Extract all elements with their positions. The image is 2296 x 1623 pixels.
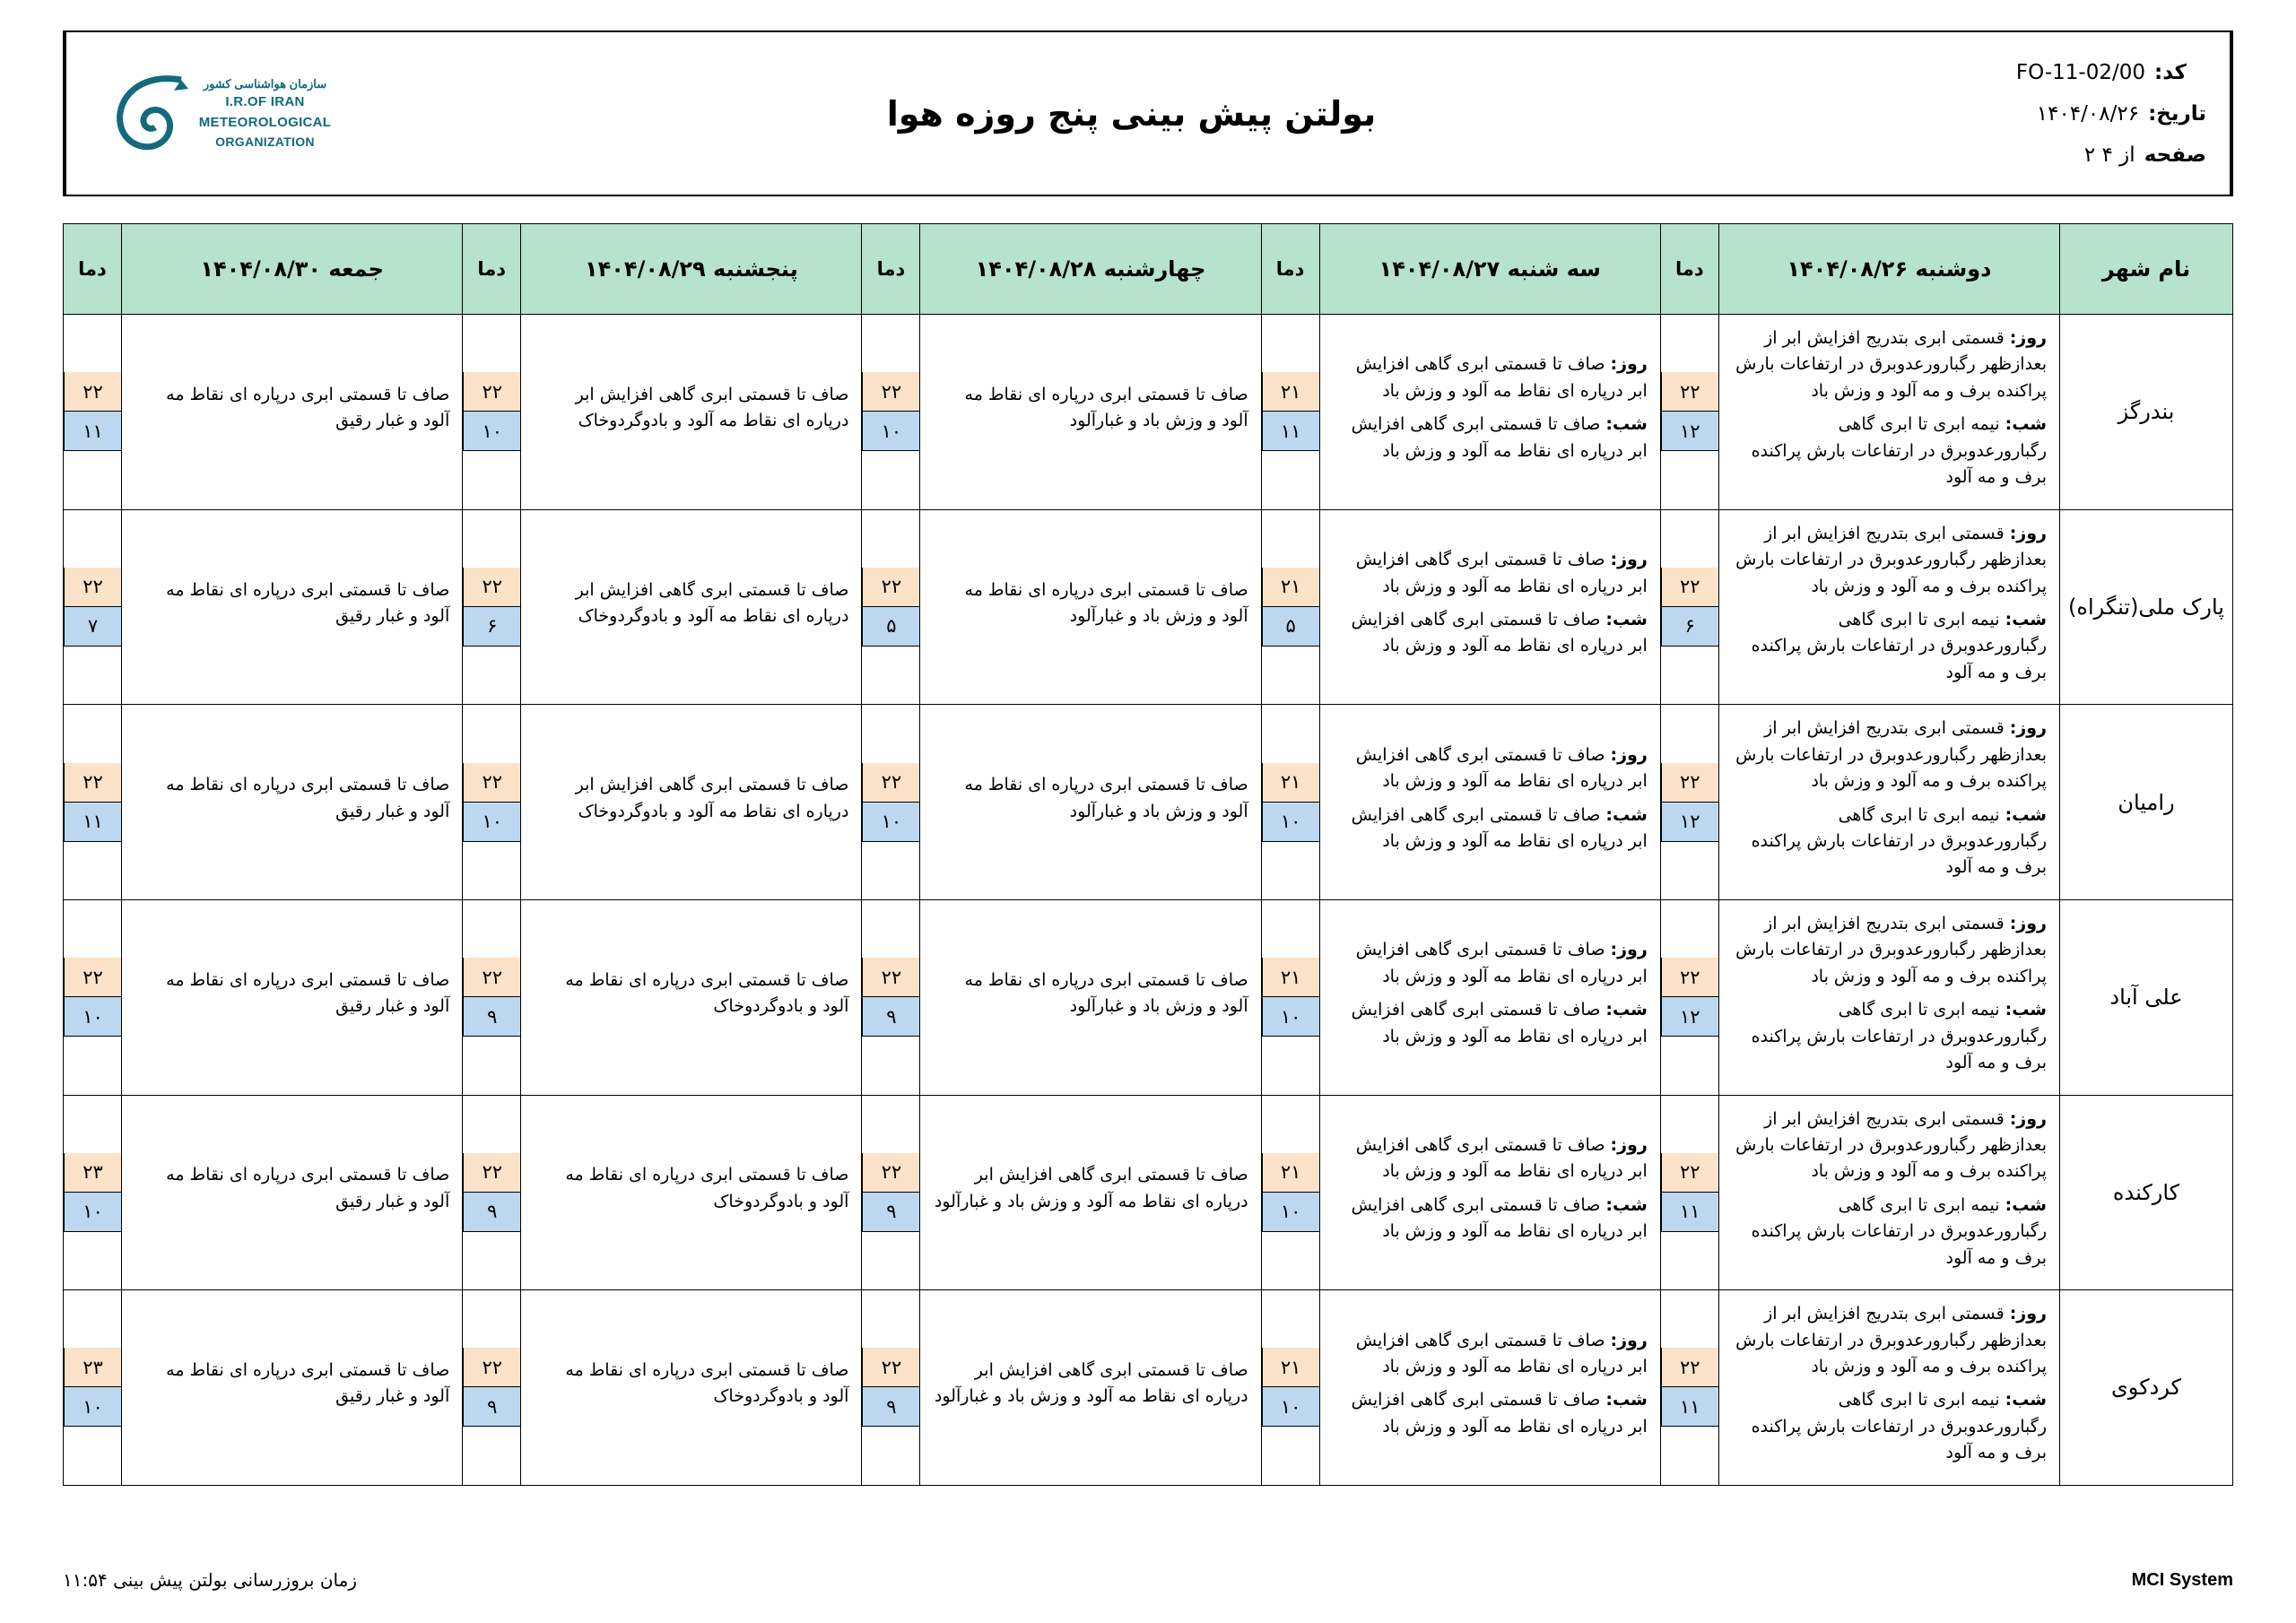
temperature-cell-day-2 xyxy=(862,509,920,705)
temperature-cell-day-0 xyxy=(1660,509,1718,705)
day-text: صاف تا قسمتی ابری گاهی افزایش ابر درپاره ای نقاط مه آلود و وزش باد و غبارآلود xyxy=(934,1360,1248,1407)
temperature-cell-day-1 xyxy=(1261,509,1319,705)
temp-min: ۹ xyxy=(463,1193,520,1232)
night-text: نیمه ابری تا ابری گاهی رگبارورعدوبرق در ارتفاعات بارش پراکنده برف و مه آلود xyxy=(1751,1194,2047,1268)
temp-min: ۱۱ xyxy=(64,803,121,842)
logo-line-country: I.R.OF IRAN xyxy=(225,94,305,110)
temp-max: ۲۲ xyxy=(463,372,520,412)
night-label: شب: xyxy=(1605,1000,1648,1020)
forecast-night-segment xyxy=(1333,997,1648,1050)
forecast-night-segment xyxy=(1732,997,2047,1076)
night-text: نیمه ابری تا ابری گاهی رگبارورعدوبرق در ارتفاعات بارش پراکنده برف و مه آلود xyxy=(1751,804,2047,878)
table-row xyxy=(64,1290,2233,1486)
forecast-day-segment xyxy=(135,1162,449,1215)
city-name: بندرگز xyxy=(2060,315,2233,510)
table-row xyxy=(64,899,2233,1095)
footer-update-time: زمان بروزرسانی بولتن پیش بینی ۱۱:۵۴ xyxy=(63,1569,357,1591)
day-text: صاف تا قسمتی ابری درپاره ای نقاط مه آلود و غبار رقیق xyxy=(166,775,450,821)
temp-max: ۲۱ xyxy=(1262,568,1319,607)
temperature-cell-day-1 xyxy=(1261,705,1319,900)
forecast-text-day-4 xyxy=(122,705,463,900)
forecast-text-day-0 xyxy=(1718,315,2059,510)
day-label: روز: xyxy=(1610,354,1648,375)
temp-min: ۱۲ xyxy=(1661,412,1718,451)
temp-min: ۱۰ xyxy=(64,997,121,1037)
forecast-text-day-2 xyxy=(920,1095,1261,1290)
day-text: صاف تا قسمتی ابری گاهی افزایش ابر درپاره ای نقاط مه آلود و وزش باد xyxy=(1355,940,1648,986)
temp-max: ۲۲ xyxy=(1661,1153,1718,1193)
forecast-day-segment xyxy=(1732,521,2047,600)
forecast-day-segment xyxy=(933,772,1248,825)
night-text: صاف تا قسمتی ابری گاهی افزایش ابر درپاره ای نقاط مه آلود و وزش باد xyxy=(1351,1000,1648,1046)
temperature-cell-day-2 xyxy=(862,899,920,1095)
temp-min: ۱۰ xyxy=(1262,803,1319,842)
day-text: صاف تا قسمتی ابری درپاره ای نقاط مه آلود و وزش باد و غبارآلود xyxy=(964,775,1248,821)
day-text: صاف تا قسمتی ابری گاهی افزایش ابر درپاره ای نقاط مه آلود و وزش باد xyxy=(1355,550,1648,596)
forecast-night-segment xyxy=(1732,412,2047,490)
day-text: قسمتی ابری بتدریج افزایش ابر از بعدازظهر رگبارورعدوبرق در ارتفاعات بارش پراکنده برف و مه آلود و وزش باد xyxy=(1735,1304,2047,1376)
forecast-text-day-3 xyxy=(521,705,862,900)
city-name: کردکوی xyxy=(2060,1290,2233,1486)
temp-max: ۲۲ xyxy=(463,1348,520,1387)
forecast-day-segment xyxy=(933,968,1248,1020)
forecast-day-segment xyxy=(1333,937,1648,990)
temp-max: ۲۲ xyxy=(862,763,919,803)
header-day-1: سه شنبه ۱۴۰۴/۰۸/۲۷ xyxy=(1319,224,1660,315)
temp-max: ۲۲ xyxy=(862,568,919,607)
day-label: روز: xyxy=(1610,1330,1648,1350)
forecast-day-segment xyxy=(135,968,449,1020)
temp-max: ۲۱ xyxy=(1262,958,1319,997)
temp-min: ۱۱ xyxy=(1661,1193,1718,1232)
temp-max: ۲۲ xyxy=(1661,1348,1718,1387)
day-text: صاف تا قسمتی ابری گاهی افزایش ابر درپاره ای نقاط مه آلود و وزش باد xyxy=(1355,744,1648,792)
forecast-text-day-1 xyxy=(1319,899,1660,1095)
temp-max: ۲۲ xyxy=(862,1348,919,1387)
temperature-cell-day-2 xyxy=(862,1095,920,1290)
day-text: صاف تا قسمتی ابری درپاره ای نقاط مه آلود و وزش باد و غبارآلود xyxy=(964,969,1248,1017)
day-label: روز: xyxy=(1610,1134,1648,1155)
forecast-text-day-2 xyxy=(920,315,1261,510)
header-day-3: پنجشنبه ۱۴۰۴/۰۸/۲۹ xyxy=(521,224,862,315)
forecast-night-segment xyxy=(1333,607,1648,660)
forecast-day-segment xyxy=(1333,1133,1648,1185)
night-label: شب: xyxy=(2005,609,2047,629)
forecast-day-segment xyxy=(1333,1328,1648,1381)
forecast-text-day-4 xyxy=(122,1290,463,1486)
temp-min: ۱۰ xyxy=(1262,1387,1319,1427)
night-text: نیمه ابری تا ابری گاهی رگبارورعدوبرق در ارتفاعات بارش پراکنده برف و مه آلود xyxy=(1751,1000,2047,1073)
temp-max: ۲۲ xyxy=(64,372,121,412)
day-label: روز: xyxy=(2009,718,2047,739)
temp-max: ۲۲ xyxy=(463,568,520,607)
temp-max: ۲۲ xyxy=(463,958,520,997)
temp-min: ۱۰ xyxy=(862,803,919,842)
forecast-night-segment xyxy=(1333,1387,1648,1440)
temp-max: ۲۲ xyxy=(64,763,121,803)
temp-min: ۱۰ xyxy=(463,803,520,842)
page-label: صفحه xyxy=(2144,143,2206,167)
temp-min: ۱۱ xyxy=(1661,1387,1718,1427)
forecast-day-segment xyxy=(1333,742,1648,795)
forecast-text-day-4 xyxy=(122,899,463,1095)
forecast-day-segment xyxy=(534,1162,848,1215)
day-label: روز: xyxy=(2009,1108,2047,1129)
temperature-cell-day-2 xyxy=(862,315,920,510)
temp-min: ۹ xyxy=(862,1193,919,1232)
forecast-day-segment xyxy=(135,1358,449,1410)
logo-line-meteorological: METEOROLOGICAL xyxy=(198,114,332,130)
forecast-text-day-3 xyxy=(521,315,862,510)
forecast-day-segment xyxy=(1333,547,1648,600)
forecast-day-segment xyxy=(135,382,449,435)
temp-min: ۱۲ xyxy=(1661,803,1718,842)
day-text: صاف تا قسمتی ابری درپاره ای نقاط مه آلود و غبار رقیق xyxy=(166,1165,450,1211)
header-day-4: جمعه ۱۴۰۴/۰۸/۳۰ xyxy=(122,224,463,315)
day-text: صاف تا قسمتی ابری درپاره ای نقاط مه آلود و بادوگردوخاک xyxy=(565,1165,849,1211)
forecast-day-segment xyxy=(933,382,1248,435)
forecast-text-day-1 xyxy=(1319,509,1660,705)
temp-max: ۲۲ xyxy=(463,763,520,803)
city-name: رامیان xyxy=(2060,705,2233,900)
forecast-day-segment xyxy=(1333,352,1648,404)
temperature-cell-day-3 xyxy=(463,1290,521,1486)
night-text: صاف تا قسمتی ابری گاهی افزایش ابر درپاره ای نقاط مه آلود و وزش باد xyxy=(1351,804,1648,851)
table-head xyxy=(64,224,2233,315)
temp-max: ۲۲ xyxy=(463,1153,520,1193)
forecast-day-segment xyxy=(534,382,848,435)
day-text: صاف تا قسمتی ابری گاهی افزایش ابر درپاره ای نقاط مه آلود و بادوگردوخاک xyxy=(575,579,849,626)
day-text: صاف تا قسمتی ابری گاهی افزایش ابر درپاره ای نقاط مه آلود و وزش باد و غبارآلود xyxy=(934,1165,1248,1211)
temp-min: ۱۰ xyxy=(1262,1193,1319,1232)
forecast-day-segment xyxy=(1732,1107,2047,1185)
forecast-night-segment xyxy=(1333,1193,1648,1245)
forecast-day-segment xyxy=(534,577,848,630)
code-label: کد: xyxy=(2154,60,2187,84)
temp-max: ۲۲ xyxy=(64,568,121,607)
code-value: FO-11-02/00 xyxy=(2015,60,2145,84)
temp-max: ۲۲ xyxy=(1661,958,1718,997)
temperature-cell-day-4 xyxy=(64,1095,122,1290)
table-body xyxy=(64,315,2233,1486)
forecast-text-day-0 xyxy=(1718,1290,2059,1486)
header-temp-3: دما xyxy=(463,224,521,315)
night-label: شب: xyxy=(1605,804,1648,825)
header-meta-block xyxy=(1887,32,2231,195)
day-label: روز: xyxy=(2009,913,2047,933)
document-footer xyxy=(63,1569,2233,1591)
temp-min: ۱۲ xyxy=(1661,997,1718,1037)
forecast-text-day-1 xyxy=(1319,705,1660,900)
temp-min: ۵ xyxy=(1262,607,1319,647)
day-text: صاف تا قسمتی ابری درپاره ای نقاط مه آلود و غبار رقیق xyxy=(166,384,450,431)
temperature-cell-day-1 xyxy=(1261,1095,1319,1290)
temperature-cell-day-4 xyxy=(64,1290,122,1486)
day-label: روز: xyxy=(2009,328,2047,348)
temperature-cell-day-2 xyxy=(862,705,920,900)
day-label: روز: xyxy=(1610,744,1648,765)
temp-max: ۲۲ xyxy=(862,372,919,412)
day-text: صاف تا قسمتی ابری درپاره ای نقاط مه آلود و غبار رقیق xyxy=(166,579,450,626)
night-label: شب: xyxy=(1605,1194,1648,1215)
temp-min: ۱۰ xyxy=(1262,997,1319,1037)
forecast-text-day-3 xyxy=(521,1095,862,1290)
night-text: صاف تا قسمتی ابری گاهی افزایش ابر درپاره ای نقاط مه آلود و وزش باد xyxy=(1351,414,1648,461)
forecast-night-segment xyxy=(1333,803,1648,855)
temperature-cell-day-1 xyxy=(1261,899,1319,1095)
temp-min: ۶ xyxy=(463,607,520,647)
day-text: صاف تا قسمتی ابری درپاره ای نقاط مه آلود و بادوگردوخاک xyxy=(565,969,849,1017)
table-row xyxy=(64,509,2233,705)
forecast-day-segment xyxy=(135,577,449,630)
table-row xyxy=(64,705,2233,900)
forecast-day-segment xyxy=(933,1358,1248,1410)
date-value: ۱۴۰۴/۰۸/۲۶ xyxy=(2036,101,2140,126)
forecast-night-segment xyxy=(1333,412,1648,464)
footer-system-label: MCI System xyxy=(2131,1569,2233,1590)
temperature-cell-day-1 xyxy=(1261,1290,1319,1486)
temperature-cell-day-0 xyxy=(1660,1095,1718,1290)
forecast-day-segment xyxy=(534,1358,848,1410)
temp-max: ۲۲ xyxy=(64,958,121,997)
header-temp-1: دما xyxy=(1261,224,1319,315)
forecast-day-segment xyxy=(933,577,1248,630)
forecast-table xyxy=(63,223,2233,1486)
temp-max: ۲۱ xyxy=(1262,372,1319,412)
temperature-cell-day-0 xyxy=(1660,1290,1718,1486)
temp-min: ۱۰ xyxy=(862,412,919,451)
day-text: قسمتی ابری بتدریج افزایش ابر از بعدازظهر رگبارورعدوبرق در ارتفاعات بارش پراکنده برف و مه آلود و وزش باد xyxy=(1735,1108,2047,1182)
night-label: شب: xyxy=(2005,804,2047,825)
forecast-day-segment xyxy=(1732,911,2047,990)
temp-max: ۲۳ xyxy=(64,1348,121,1387)
temp-min: ۶ xyxy=(1661,607,1718,647)
header-temp-4: دما xyxy=(64,224,122,315)
temp-max: ۲۲ xyxy=(1661,372,1718,412)
forecast-day-segment xyxy=(1732,325,2047,404)
day-text: قسمتی ابری بتدریج افزایش ابر از بعدازظهر رگبارورعدوبرق در ارتفاعات بارش پراکنده برف و مه آلود و وزش باد xyxy=(1735,328,2047,401)
temp-min: ۱۰ xyxy=(64,1193,121,1232)
header-day-2: چهارشنبه ۱۴۰۴/۰۸/۲۸ xyxy=(920,224,1261,315)
day-text: قسمتی ابری بتدریج افزایش ابر از بعدازظهر رگبارورعدوبرق در ارتفاعات بارش پراکنده برف و مه آلود و وزش باد xyxy=(1735,523,2047,596)
day-text: صاف تا قسمتی ابری گاهی افزایش ابر درپاره ای نقاط مه آلود و وزش باد xyxy=(1355,1134,1648,1182)
day-text: قسمتی ابری بتدریج افزایش ابر از بعدازظهر رگبارورعدوبرق در ارتفاعات بارش پراکنده برف و مه آلود و وزش باد xyxy=(1735,913,2047,986)
forecast-text-day-4 xyxy=(122,1095,463,1290)
temperature-cell-day-4 xyxy=(64,315,122,510)
night-label: شب: xyxy=(2005,1000,2047,1020)
forecast-text-day-4 xyxy=(122,315,463,510)
temp-max: ۲۲ xyxy=(1661,568,1718,607)
temp-min: ۹ xyxy=(463,1387,520,1427)
city-name: کارکنده xyxy=(2060,1095,2233,1290)
day-text: صاف تا قسمتی ابری گاهی افزایش ابر درپاره ای نقاط مه آلود و وزش باد xyxy=(1355,1330,1648,1376)
day-text: صاف تا قسمتی ابری درپاره ای نقاط مه آلود و وزش باد و غبارآلود xyxy=(964,579,1248,626)
day-label: روز: xyxy=(2009,1304,2047,1324)
temperature-cell-day-1 xyxy=(1261,315,1319,510)
forecast-text-day-1 xyxy=(1319,1290,1660,1486)
forecast-night-segment xyxy=(1732,803,2047,881)
day-text: صاف تا قسمتی ابری درپاره ای نقاط مه آلود و وزش باد و غبارآلود xyxy=(964,384,1248,431)
night-label: شب: xyxy=(2005,414,2047,435)
forecast-text-day-0 xyxy=(1718,705,2059,900)
forecast-text-day-2 xyxy=(920,705,1261,900)
header-city: نام شهر xyxy=(2060,224,2233,315)
organization-logo xyxy=(65,32,376,195)
meta-page-row xyxy=(1910,135,2206,176)
forecast-day-segment xyxy=(933,1162,1248,1215)
temp-min: ۵ xyxy=(862,607,919,647)
forecast-night-segment xyxy=(1732,1193,2047,1271)
night-text: صاف تا قسمتی ابری گاهی افزایش ابر درپاره ای نقاط مه آلود و وزش باد xyxy=(1351,1194,1648,1242)
meta-date-row xyxy=(1910,93,2206,135)
day-text: صاف تا قسمتی ابری درپاره ای نقاط مه آلود و غبار رقیق xyxy=(166,1360,450,1407)
temp-min: ۱۰ xyxy=(463,412,520,451)
forecast-text-day-3 xyxy=(521,1290,862,1486)
night-text: نیمه ابری تا ابری گاهی رگبارورعدوبرق در ارتفاعات بارش پراکنده برف و مه آلود xyxy=(1751,609,2047,682)
forecast-text-day-2 xyxy=(920,899,1261,1095)
night-text: نیمه ابری تا ابری گاهی رگبارورعدوبرق در ارتفاعات بارش پراکنده برف و مه آلود xyxy=(1751,1390,2047,1463)
forecast-day-segment xyxy=(1732,1301,2047,1380)
day-label: روز: xyxy=(1610,550,1648,570)
temperature-cell-day-0 xyxy=(1660,315,1718,510)
forecast-text-day-0 xyxy=(1718,509,2059,705)
night-label: شب: xyxy=(2005,1194,2047,1215)
logo-line-organization: ORGANIZATION xyxy=(215,135,315,150)
temp-min: ۹ xyxy=(862,1387,919,1427)
temp-max: ۲۲ xyxy=(1661,763,1718,803)
day-text: صاف تا قسمتی ابری درپاره ای نقاط مه آلود و بادوگردوخاک xyxy=(565,1360,849,1407)
header-day-0: دوشنبه ۱۴۰۴/۰۸/۲۶ xyxy=(1718,224,2059,315)
day-text: صاف تا قسمتی ابری درپاره ای نقاط مه آلود و غبار رقیق xyxy=(166,969,450,1017)
spiral-logo-icon xyxy=(111,69,188,159)
temperature-cell-day-4 xyxy=(64,509,122,705)
day-text: صاف تا قسمتی ابری گاهی افزایش ابر درپاره ای نقاط مه آلود و بادوگردوخاک xyxy=(575,384,849,431)
temp-min: ۱۱ xyxy=(64,412,121,451)
day-label: روز: xyxy=(2009,523,2047,543)
forecast-text-day-3 xyxy=(521,899,862,1095)
night-label: شب: xyxy=(2005,1390,2047,1410)
day-text: صاف تا قسمتی ابری گاهی افزایش ابر درپاره ای نقاط مه آلود و وزش باد xyxy=(1355,354,1648,401)
night-text: صاف تا قسمتی ابری گاهی افزایش ابر درپاره ای نقاط مه آلود و وزش باد xyxy=(1351,1390,1648,1436)
table-header-row xyxy=(64,224,2233,315)
day-text: قسمتی ابری بتدریج افزایش ابر از بعدازظهر رگبارورعدوبرق در ارتفاعات بارش پراکنده برف و مه آلود و وزش باد xyxy=(1735,718,2047,792)
temp-max: ۲۱ xyxy=(1262,763,1319,803)
temp-min: ۹ xyxy=(463,997,520,1037)
forecast-text-day-2 xyxy=(920,509,1261,705)
forecast-day-segment xyxy=(534,772,848,825)
night-label: شب: xyxy=(1605,1390,1648,1410)
document-header xyxy=(63,30,2233,196)
forecast-text-day-3 xyxy=(521,509,862,705)
day-text: صاف تا قسمتی ابری گاهی افزایش ابر درپاره ای نقاط مه آلود و بادوگردوخاک xyxy=(575,775,849,821)
temperature-cell-day-3 xyxy=(463,1095,521,1290)
table-row xyxy=(64,1095,2233,1290)
temperature-cell-day-2 xyxy=(862,1290,920,1486)
temperature-cell-day-4 xyxy=(64,705,122,900)
logo-line-fa: سازمان هواشناسی کشور xyxy=(203,76,327,91)
temp-min: ۷ xyxy=(64,607,121,647)
forecast-text-day-0 xyxy=(1718,1095,2059,1290)
meta-code-row xyxy=(1910,52,2206,93)
forecast-text-day-1 xyxy=(1319,315,1660,510)
forecast-night-segment xyxy=(1732,1387,2047,1466)
night-label: شب: xyxy=(1605,414,1648,435)
header-temp-2: دما xyxy=(862,224,920,315)
header-temp-0: دما xyxy=(1660,224,1718,315)
table-row xyxy=(64,315,2233,510)
forecast-day-segment xyxy=(1732,716,2047,794)
day-label: روز: xyxy=(1610,940,1648,960)
page-value: ۲ از ۴ xyxy=(2083,143,2135,167)
temperature-cell-day-0 xyxy=(1660,899,1718,1095)
city-name: پارک ملی(تنگراه) xyxy=(2060,509,2233,705)
temp-max: ۲۲ xyxy=(862,958,919,997)
forecast-text-day-1 xyxy=(1319,1095,1660,1290)
forecast-day-segment xyxy=(135,772,449,825)
temp-min: ۱۱ xyxy=(1262,412,1319,451)
page-title: بولتن پیش بینی پنج روزه هوا xyxy=(886,93,1377,134)
temperature-cell-day-3 xyxy=(463,705,521,900)
date-label: تاریخ: xyxy=(2148,101,2206,126)
forecast-night-segment xyxy=(1732,607,2047,686)
forecast-day-segment xyxy=(534,968,848,1020)
night-text: صاف تا قسمتی ابری گاهی افزایش ابر درپاره ای نقاط مه آلود و وزش باد xyxy=(1351,609,1648,656)
temperature-cell-day-3 xyxy=(463,315,521,510)
temp-min: ۹ xyxy=(862,997,919,1037)
night-text: نیمه ابری تا ابری گاهی رگبارورعدوبرق در ارتفاعات بارش پراکنده برف و مه آلود xyxy=(1751,414,2047,488)
forecast-text-day-4 xyxy=(122,509,463,705)
temperature-cell-day-0 xyxy=(1660,705,1718,900)
night-label: شب: xyxy=(1605,609,1648,629)
forecast-text-day-0 xyxy=(1718,899,2059,1095)
temperature-cell-day-3 xyxy=(463,509,521,705)
temp-max: ۲۱ xyxy=(1262,1348,1319,1387)
temp-max: ۲۱ xyxy=(1262,1153,1319,1193)
temp-max: ۲۳ xyxy=(64,1153,121,1193)
forecast-text-day-2 xyxy=(920,1290,1261,1486)
temperature-cell-day-4 xyxy=(64,899,122,1095)
temp-max: ۲۲ xyxy=(862,1153,919,1193)
city-name: علی آباد xyxy=(2060,899,2233,1095)
temp-min: ۱۰ xyxy=(64,1387,121,1427)
temperature-cell-day-3 xyxy=(463,899,521,1095)
